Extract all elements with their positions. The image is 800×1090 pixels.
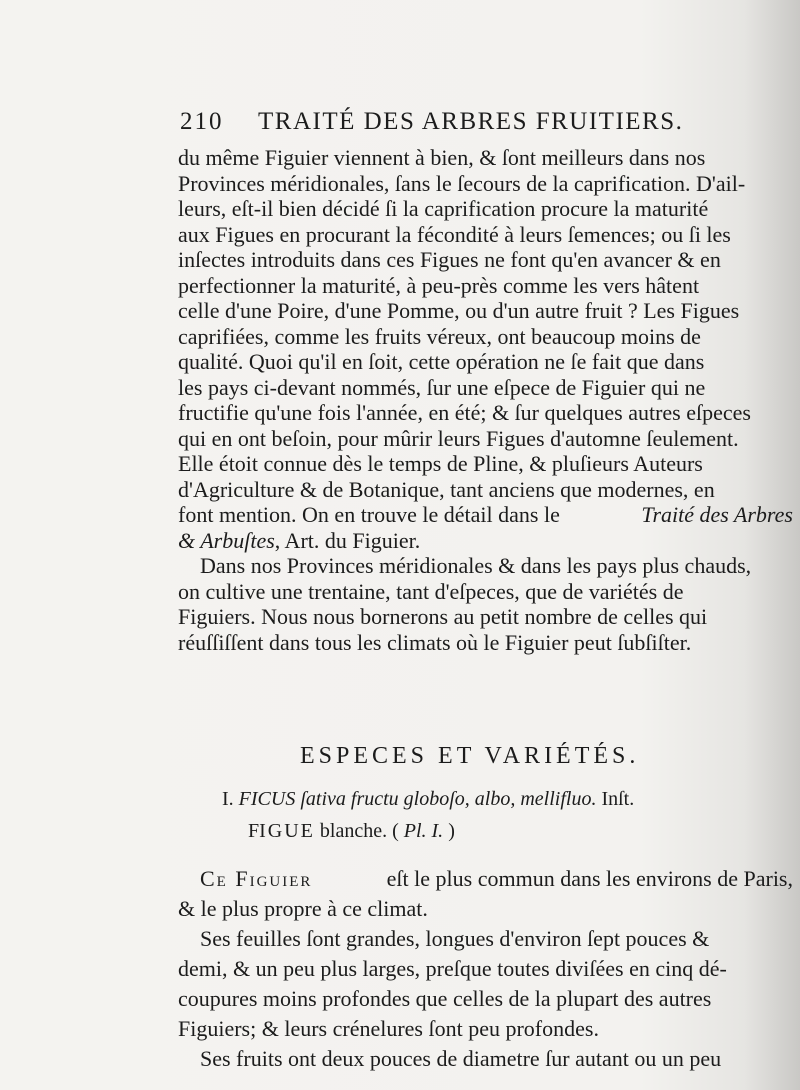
text-line: qualité. Quoi qu'il en ſoit, cette opération ne ſe fait que dans xyxy=(178,349,705,374)
text-line: caprifiées, comme les fruits véreux, ont beaucoup moins de xyxy=(178,323,701,349)
species-source: Inſt. xyxy=(601,788,635,810)
text-line: d'Agriculture & de Botanique, tant anciens que modernes, en xyxy=(178,476,715,502)
text-line: perfectionner la maturité, à peu-près comme les vers hâtent xyxy=(178,272,700,298)
text-line-with-citation xyxy=(178,528,793,554)
common-name-suffix: blanche. xyxy=(319,820,388,842)
text-line: Figuiers; & leurs crénelures ſont peu profondes. xyxy=(178,1016,599,1041)
text-line-with-citation xyxy=(178,502,793,528)
paragraph-caprification xyxy=(178,145,793,655)
text-line: demi, & un peu plus larges, preſque toutes diviſées en cinq dé- xyxy=(178,956,727,981)
book-title-citation: Traité des Arbres xyxy=(641,502,793,527)
plate-reference: Pl. I. xyxy=(403,820,444,842)
text-line: du même Figuier viennent à bien, & ſont meilleurs dans nos xyxy=(178,145,706,170)
species-description: ſativa fructu globoſo, albo, mellifluo. xyxy=(300,788,597,810)
text-line: les pays ci-devant nommés, ſur une eſpece de Figuier qui ne xyxy=(178,374,706,400)
plate-open: ( xyxy=(392,820,399,842)
text-line: Ses fruits ont deux pouces de diametre ſur autant ou un peu xyxy=(200,1046,722,1071)
common-name-initial: F xyxy=(248,820,260,842)
text-line: réuſſiſſent dans tous les climats où le Figuier peut ſubſiſter. xyxy=(178,629,692,655)
section-heading: ESPECES ET VARIÉTÉS. xyxy=(300,743,640,769)
common-name-rest: IGUE xyxy=(259,820,315,842)
plate-close: ) xyxy=(448,820,455,842)
text-line: leurs, eſt-il bien décidé ſi la caprification procure la maturité xyxy=(178,196,709,221)
lead-in: Ce Figuier xyxy=(200,866,313,891)
text-line: Elle étoit connue dès le temps de Pline, & pluſieurs Auteurs xyxy=(178,451,703,476)
paragraph-description xyxy=(178,864,793,1074)
text-line: coupures moins profondes que celles de la plupart des autres xyxy=(178,986,712,1011)
book-title-citation: & Arbuſtes xyxy=(178,527,275,553)
text-fragment: eſt le plus commun dans les environs de Paris, xyxy=(386,866,793,891)
text-line: fructifie qu'une fois l'année, en été; & ſur quelques autres eſpeces xyxy=(178,400,751,425)
running-head xyxy=(180,108,700,148)
species-common-name xyxy=(248,820,455,843)
species-genus: FICUS xyxy=(238,788,296,810)
text-line: qui en ont beſoin, pour mûrir leurs Figues d'automne ſeulement. xyxy=(178,425,739,451)
text-line: inſectes introduits dans ces Figues ne font qu'en avancer & en xyxy=(178,247,721,272)
page-number: 210 xyxy=(180,108,224,135)
text-fragment: font mention. On en trouve le détail dans le xyxy=(178,502,560,527)
text-line: aux Figues en procurant la fécondité à leurs ſemences; ou ſi les xyxy=(178,221,731,247)
text-line xyxy=(178,864,793,894)
text-line: Dans nos Provinces méridionales & dans les pays plus chauds, xyxy=(200,553,752,578)
header-title: TRAITÉ DES ARBRES FRUITIERS. xyxy=(258,108,684,135)
text-line: celle d'une Poire, d'une Pomme, ou d'un autre fruit ? Les Figues xyxy=(178,298,740,323)
text-line: & le plus propre à ce climat. xyxy=(178,896,428,921)
text-line: on cultive une trentaine, tant d'eſpeces, que de variétés de xyxy=(178,578,684,604)
text-line: Provinces méridionales, ſans le ſecours de la caprification. D'ail- xyxy=(178,170,746,196)
text-line: Ses feuilles ſont grandes, longues d'environ ſept pouces & xyxy=(200,926,710,951)
text-line: Figuiers. Nous nous bornerons au petit nombre de celles qui xyxy=(178,604,708,629)
species-entry xyxy=(222,788,634,811)
species-number: I. xyxy=(222,788,234,810)
text-fragment: , Art. du Figuier. xyxy=(274,527,421,553)
